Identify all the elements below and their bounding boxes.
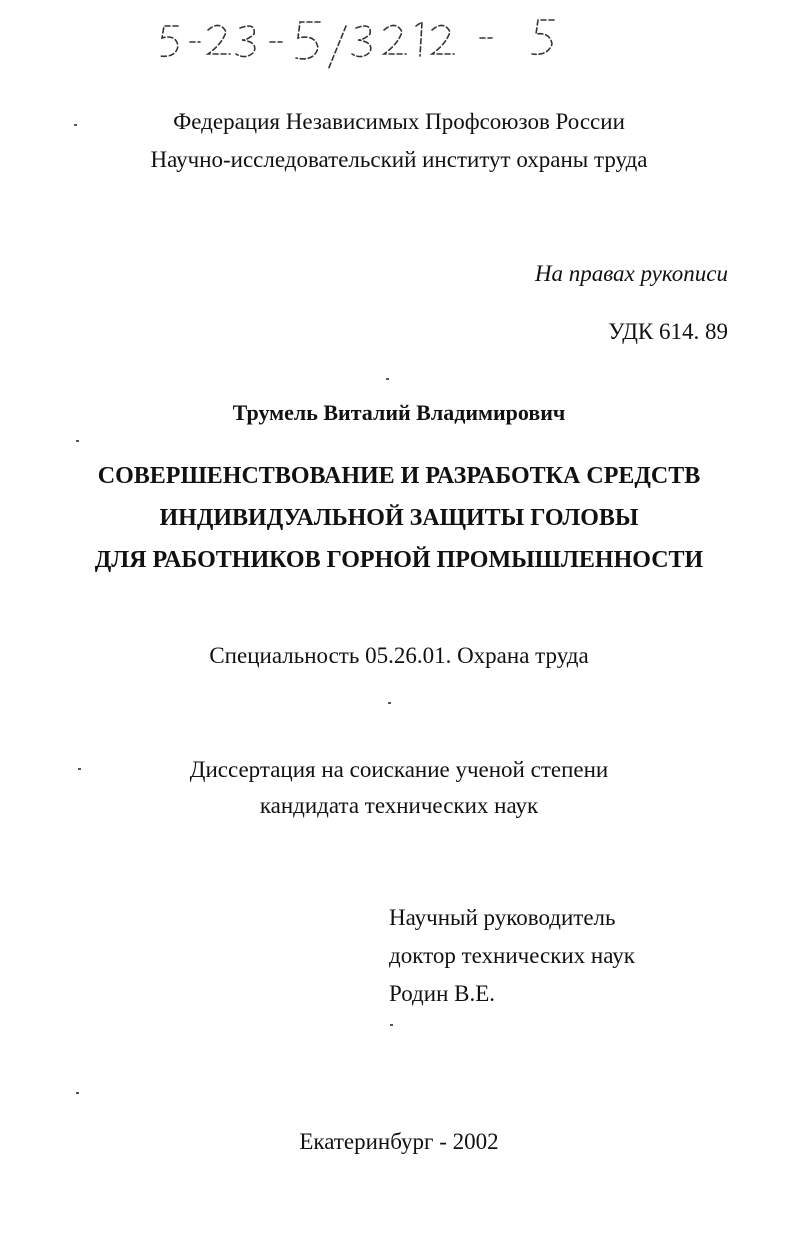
scan-speck [390, 1024, 393, 1026]
udk-code: УДК 614. 89 [608, 319, 728, 344]
title-line-2: ИНДИВИДУАЛЬНОЙ ЗАЩИТЫ ГОЛОВЫ [159, 505, 639, 531]
title-line-3: ДЛЯ РАБОТНИКОВ ГОРНОЙ ПРОМЫШЛЕННОСТИ [94, 547, 704, 573]
organization-name: Федерация Независимых Профсоюзов России [173, 109, 625, 134]
scan-speck [74, 124, 77, 126]
manuscript-rights-label: На правах рукописи [534, 261, 728, 286]
title-line-1: СОВЕРШЕНСТВОВАНИЕ И РАЗРАБОТКА СРЕДСТВ [97, 463, 701, 489]
supervisor-role: Научный руководитель [389, 905, 616, 930]
handwritten-archive-number [150, 8, 580, 78]
scan-speck [76, 1092, 79, 1094]
scan-speck [76, 440, 79, 442]
dissertation-line-1: Диссертация на соискание ученой степени [189, 757, 609, 782]
scan-speck [386, 378, 389, 380]
city-year: Екатеринбург - 2002 [299, 1129, 499, 1154]
dissertation-line-2: кандидата технических наук [259, 793, 539, 818]
scan-speck [78, 768, 81, 770]
handwritten-archive-number-drawing [150, 8, 580, 78]
author-name: Трумель Виталий Владимирович [232, 400, 566, 425]
scan-speck [388, 702, 391, 704]
supervisor-degree: доктор технических наук [389, 943, 635, 968]
supervisor-name: Родин В.Е. [389, 981, 496, 1006]
institute-name: Научно-исследовательский институт охраны труда [150, 147, 648, 172]
specialty: Специальность 05.26.01. Охрана труда [209, 643, 589, 668]
